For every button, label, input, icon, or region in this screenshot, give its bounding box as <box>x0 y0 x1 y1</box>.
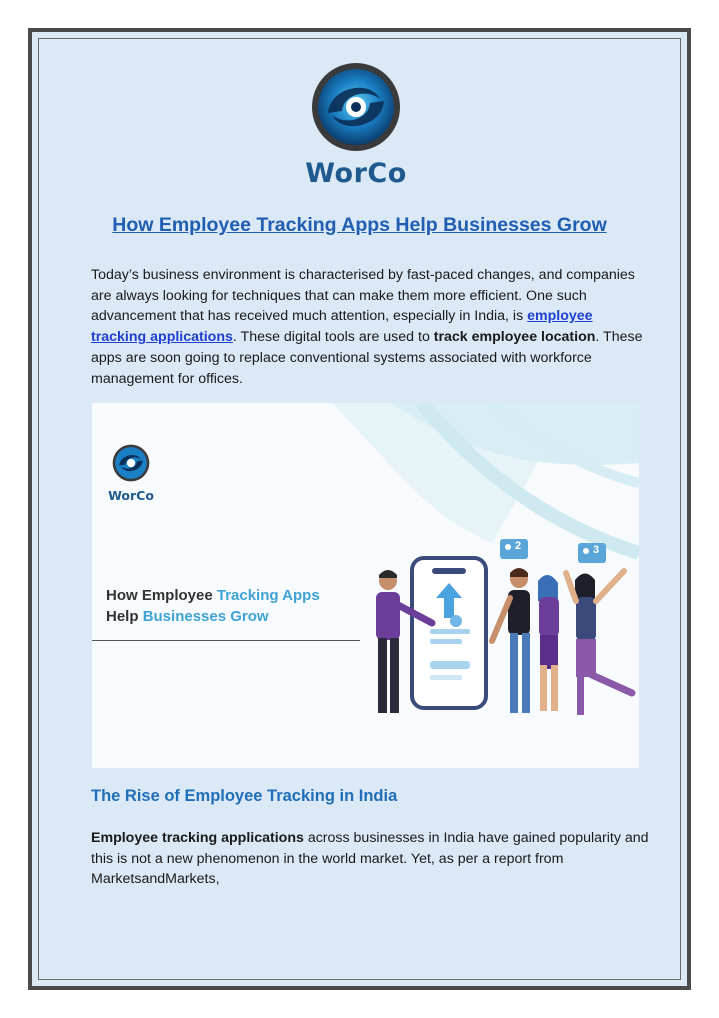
worco-logo <box>301 59 411 189</box>
employee-tracking-link[interactable]: employee tracking applications <box>91 308 593 346</box>
intro-bold-text: track employee location <box>433 329 596 346</box>
banner-title-part-1b: Tracking Apps <box>216 587 320 604</box>
section-bold-text: Employee tracking applications <box>91 830 304 846</box>
banner-title-part-2b: Businesses Grow <box>142 608 269 625</box>
banner-title-part-2a: Help <box>106 608 143 625</box>
banner-image <box>92 403 639 768</box>
banner-divider <box>92 640 360 641</box>
intro-text-3: . These apps are soon going to replace conventional systems associated with workforce management for offices. <box>91 329 643 387</box>
banner-logo <box>106 443 156 503</box>
badge-count-1: 2 <box>515 540 522 552</box>
page-frame <box>28 28 691 990</box>
intro-text-1: Today’s business environment is characterised by fast-paced changes, and companies are always looking for techniques that can make them more efficient. One such advancement that has received much attention, especially in India, is <box>91 267 635 325</box>
page-inner-border <box>38 38 681 980</box>
intro-paragraph <box>91 265 651 389</box>
banner-title <box>106 585 320 627</box>
banner-logo-text: WorCo <box>108 488 154 503</box>
banner-title-line-1 <box>106 585 320 606</box>
worco-logo-icon <box>308 59 404 155</box>
banner-logo-icon <box>111 443 151 483</box>
notification-badge-2 <box>578 543 606 563</box>
intro-text-2: . These digital tools are used to <box>232 329 434 346</box>
section-text: across businesses in India have gained popularity and this is not a new phenomenon in the world market. Yet, as per a report from MarketsandMarkets, <box>91 830 649 888</box>
notification-badge-1 <box>500 539 528 559</box>
brand-name: WorCo <box>305 158 407 189</box>
article-title[interactable]: How Employee Tracking Apps Help Businesses Grow <box>112 214 607 236</box>
banner-title-line-2 <box>106 606 320 627</box>
banner-title-part-1a: How Employee <box>106 587 217 604</box>
section-paragraph <box>91 828 651 890</box>
badge-count-2: 3 <box>593 544 600 556</box>
section-heading: The Rise of Employee Tracking in India <box>91 787 398 805</box>
